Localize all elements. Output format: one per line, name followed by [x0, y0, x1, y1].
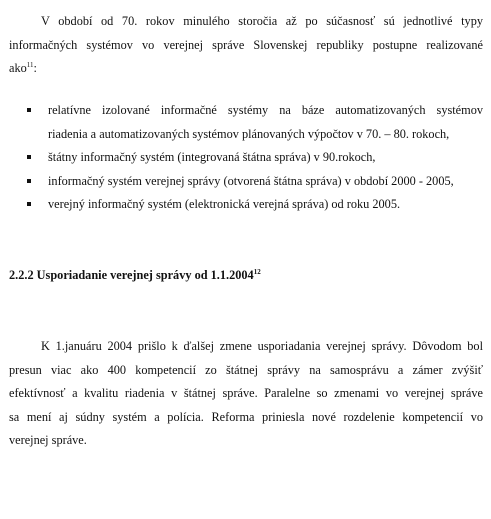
section-line-2: presun viac ako 400 kompetencií zo štátnej správy na samosprávu a zámer zvýšiť [9, 362, 483, 377]
intro-line-2: informačných systémov vo verejnej správe Slovenskej republiky postupne realizované [9, 37, 483, 52]
bullet-icon [27, 202, 31, 206]
footnote-ref-11: 11 [26, 61, 34, 69]
list-item-line-1: štátny informačný systém (integrovaná štátna správa) v 90.rokoch, [48, 150, 376, 164]
list-item [24, 170, 483, 194]
list-item [24, 146, 483, 170]
bullet-icon [27, 155, 31, 159]
list-item-line-1: verejný informačný systém (elektronická verejná správa) od roku 2005. [48, 197, 401, 211]
section-line-5: verejnej správe. [9, 433, 87, 447]
section-line-3: efektívnosť a kvalitu riadenia v štátnej správe. Paralelne so zmenami vo verejnej správe [9, 386, 483, 400]
section-line-4: sa mení aj súdny systém a polícia. Reforma priniesla nové rozdelenie kompetencií vo [9, 409, 483, 424]
section-line-1: K 1.januáru 2004 prišlo k ďalšej zmene usporiadania verejnej správy. Dôvodom bol [41, 339, 483, 353]
section-heading [9, 268, 261, 283]
bullet-icon [27, 108, 31, 112]
list-item-line-2: riadenia a automatizovaných systémov plánovaných výpočtov v 70. – 80. rokoch, [48, 126, 450, 141]
intro-line-3-text: ako [9, 61, 27, 75]
bullet-list [24, 99, 483, 217]
bullet-icon [27, 179, 31, 183]
list-item [24, 99, 483, 146]
footnote-ref-12: 12 [253, 268, 261, 276]
list-item-line-1: relatívne izolované informačné systémy na báze automatizovaných systémov [48, 103, 483, 117]
list-item-line-1: informačný systém verejnej správy (otvorená štátna správa) v období 2000 - 2005, [48, 173, 454, 188]
intro-line-3 [9, 57, 483, 81]
intro-line-1: V období od 70. rokov minulého storočia až po súčasnosť sú jednotlivé typy [41, 14, 483, 28]
section-paragraph [9, 335, 483, 453]
section-heading-text: 2.2.2 Usporiadanie verejnej správy od 1.1.2004 [9, 268, 254, 282]
intro-paragraph [9, 10, 483, 81]
list-item [24, 193, 483, 217]
intro-line-3-tail: : [33, 61, 37, 75]
